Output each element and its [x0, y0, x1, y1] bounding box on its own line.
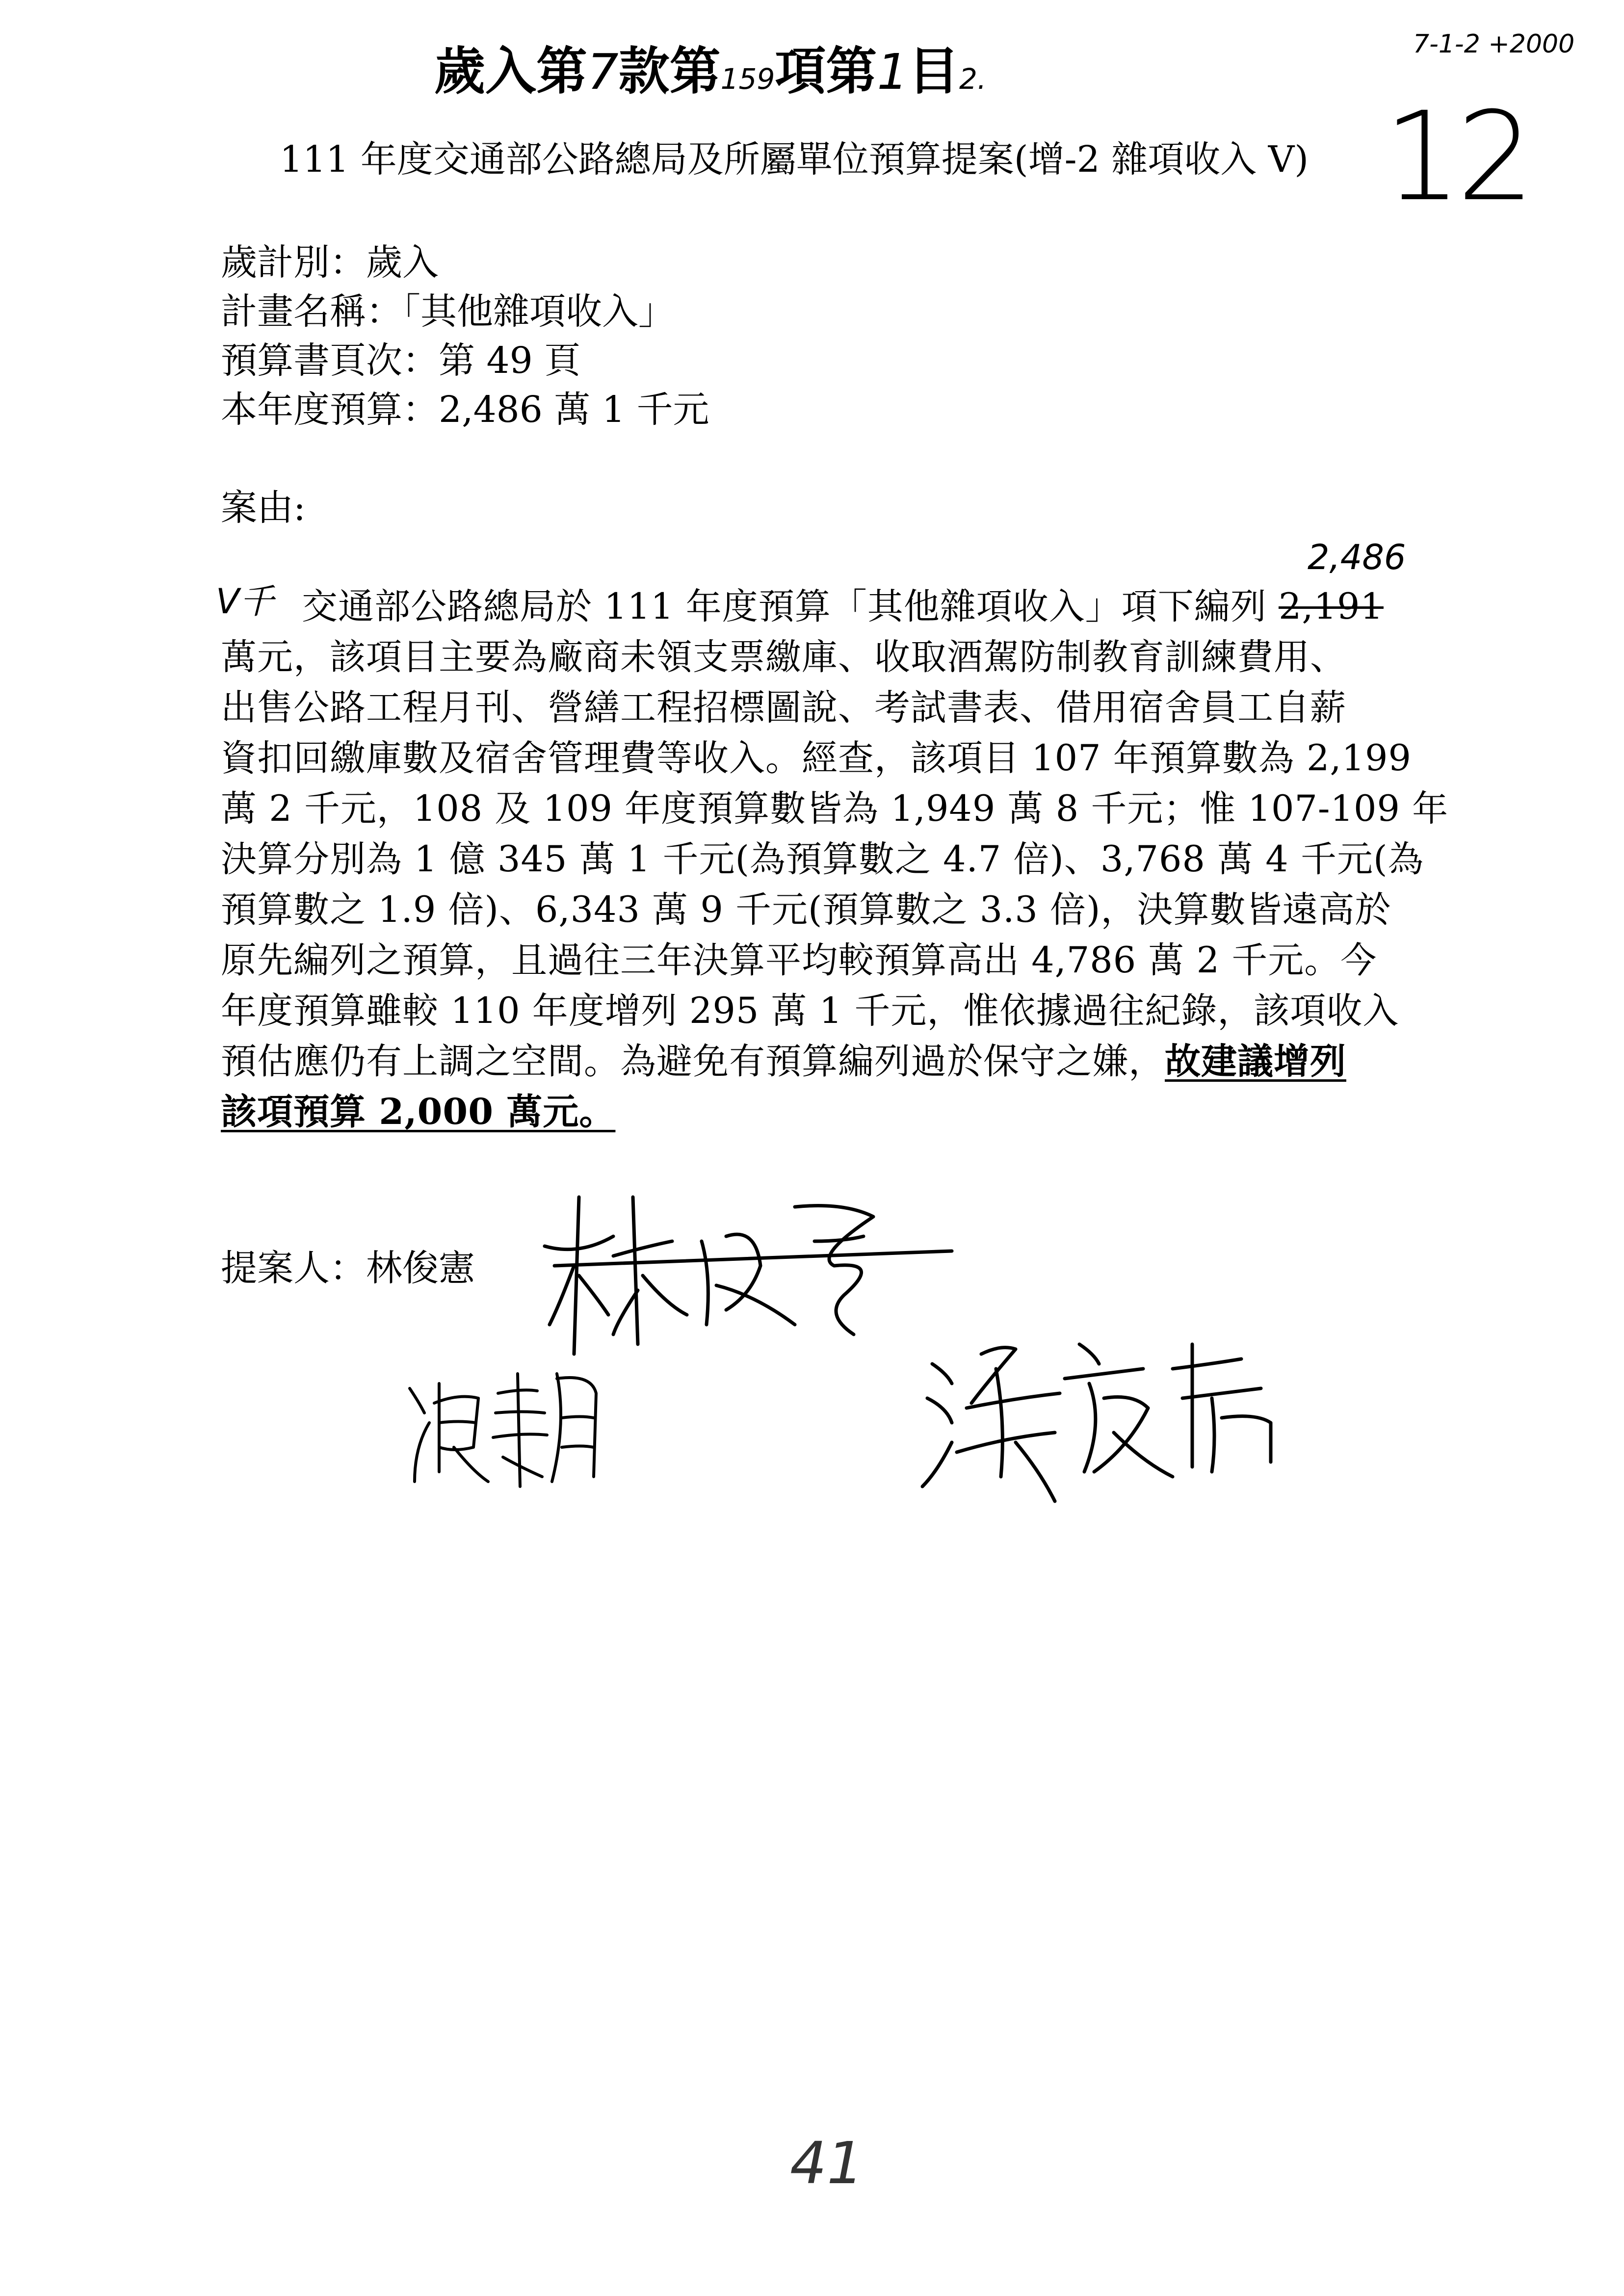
- body-line: 預算數之 1.9 倍)、6,343 萬 9 千元(預算數之 3.3 倍)，決算數皆遠高於: [221, 889, 1391, 931]
- header-mu-label: 目: [908, 41, 960, 101]
- recommendation-emphasis: 故建議增列: [1165, 1040, 1346, 1082]
- proposer-label: 提案人：林俊憲: [221, 1247, 475, 1289]
- reason-paragraph: [221, 581, 1449, 1137]
- signature-3: [917, 1325, 1290, 1531]
- mu-number: 1: [877, 43, 909, 101]
- body-line: [221, 1087, 1428, 1137]
- body-line: 決算分別為 1 億 345 萬 1 千元(為預算數之 4.7 倍)、3,768 萬 4 千元(為: [221, 838, 1424, 880]
- plan-type: 歲計別：歲入: [221, 241, 439, 284]
- annual-budget: 本年度預算：2,486 萬 1 千元: [221, 389, 709, 431]
- header-kuan-label: 款第: [618, 41, 721, 101]
- allocation-header: [434, 37, 1121, 105]
- kuan-number: 7: [587, 43, 619, 101]
- body-line: 萬 2 千元，108 及 109 年度預算數皆為 1,949 萬 8 千元；惟 107-109 年: [221, 788, 1449, 830]
- handwritten-page-code: 12: [1384, 85, 1530, 228]
- body-line: 萬元，該項目主要為廠商未領支票繳庫、收取酒駕防制教育訓練費用、: [221, 636, 1346, 678]
- page-number: 41: [790, 2129, 864, 2197]
- signature-2: [400, 1364, 606, 1491]
- body-line: [221, 1036, 1428, 1087]
- signature-1: [540, 1168, 957, 1374]
- body-line: 資扣回繳庫數及宿舍管理費等收入。經查，該項目 107 年預算數為 2,199: [221, 737, 1412, 779]
- body-line: 年度預算雖較 110 年度增列 295 萬 1 千元，惟依據過往紀錄，該項收入: [221, 990, 1399, 1032]
- body-line: 原先編列之預算，且過往三年決算平均較預算高出 4,786 萬 2 千元。今: [221, 939, 1377, 981]
- top-right-handwritten-note: 7-1-2 +2000: [1413, 29, 1575, 59]
- body-line: 出售公路工程月刊、營繕工程招標圖說、考試書表、借用宿舍員工自薪: [221, 687, 1346, 729]
- recommendation-amount: 該項預算 2,000 萬元。: [221, 1091, 616, 1133]
- header-prefix: 歲入第: [434, 41, 588, 101]
- amount-correction: 2,486: [1308, 537, 1406, 577]
- header-suffix-mark: 2.: [959, 62, 987, 96]
- body-line-10-text: 預估應仍有上調之空間。為避免有預算編列過於保守之嫌，: [221, 1041, 1165, 1082]
- margin-check-mark: V千: [216, 581, 274, 622]
- plan-name: 計畫名稱：「其他雜項收入」: [221, 290, 675, 333]
- reason-label: 案由:: [221, 487, 306, 529]
- struck-amount: 2,191: [1278, 586, 1384, 627]
- body-line-1-text: 交通部公路總局於 111 年度預算「其他雜項收入」項下編列: [302, 586, 1279, 627]
- document-title: 111 年度交通部公路總局及所屬單位預算提案(增-2 雜項收入 V): [280, 138, 1309, 181]
- xiang-number: 159: [720, 62, 775, 96]
- body-line: [221, 581, 1428, 632]
- budget-page: 預算書頁次：第 49 頁: [221, 339, 581, 382]
- header-xiang-label: 項第: [775, 41, 877, 101]
